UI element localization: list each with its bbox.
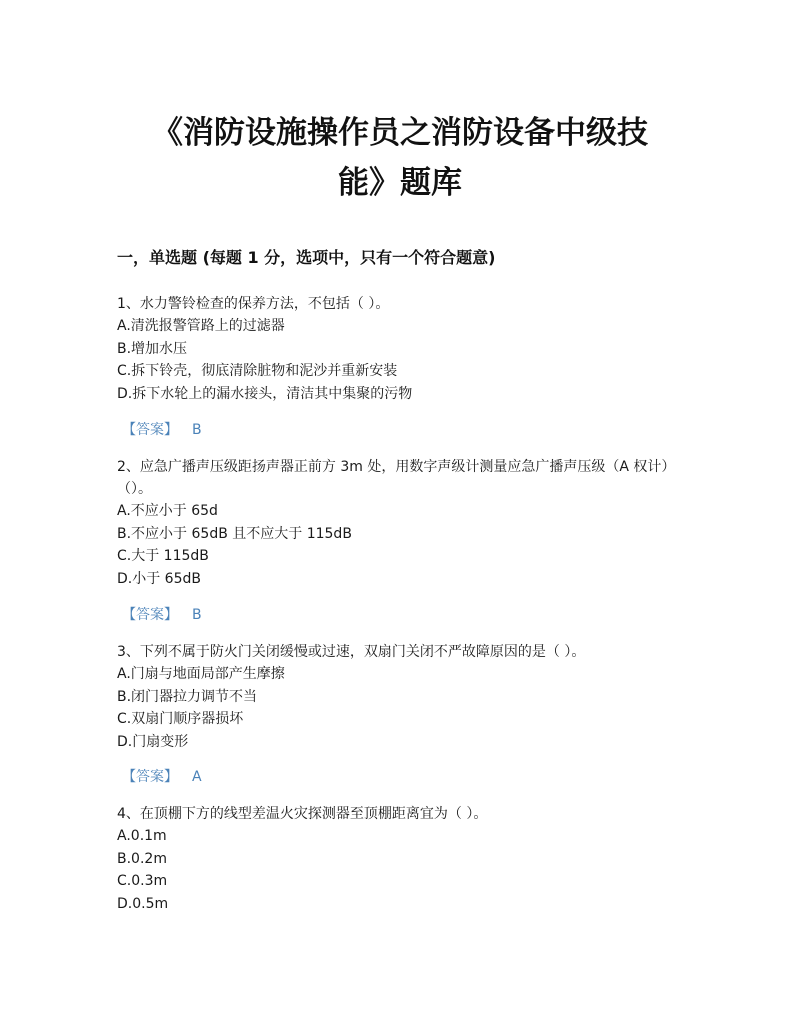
option-a: A.清洗报警管路上的过滤器 xyxy=(117,318,285,334)
document-title-line-2: 能》题库 xyxy=(338,165,462,201)
question-4 xyxy=(117,803,687,915)
question-3 xyxy=(117,641,687,753)
option-d: D.0.5m xyxy=(117,895,169,912)
question-2 xyxy=(117,456,687,590)
option-b: B.增加水压 xyxy=(117,340,188,357)
option-a: A.门扇与地面局部产生摩擦 xyxy=(117,666,285,682)
option-a: A.不应小于 65d xyxy=(117,503,218,519)
option-c: C.双扇门顺序器损坏 xyxy=(117,711,244,727)
document-title xyxy=(100,108,700,208)
answer-value: A xyxy=(192,769,202,785)
answer-1 xyxy=(117,419,202,441)
answer-label: 【答案】 xyxy=(122,422,178,438)
option-c: C.0.3m xyxy=(117,873,168,889)
answer-2 xyxy=(117,604,202,626)
option-a: A.0.1m xyxy=(117,828,167,844)
answer-label: 【答案】 xyxy=(122,769,178,785)
answer-value: B xyxy=(192,422,202,438)
answer-label: 【答案】 xyxy=(122,607,178,623)
option-d: D.小于 65dB xyxy=(117,570,201,587)
question-stem: 2、应急广播声压级距扬声器正前方 3m 处，用数字声级计测量应急广播声压级（A 权计）（）。 xyxy=(117,459,676,497)
question-1 xyxy=(117,293,687,405)
question-stem: 4、在顶棚下方的线型差温火灾探测器至顶棚距离宜为（ ）。 xyxy=(117,806,488,822)
document-title-line-1: 《消防设施操作员之消防设备中级技 xyxy=(152,115,648,151)
option-b: B.闭门器拉力调节不当 xyxy=(117,688,258,705)
answer-3 xyxy=(117,766,202,788)
question-stem: 1、水力警铃检查的保养方法，不包括（ ）。 xyxy=(117,296,390,312)
option-c: C.拆下铃壳，彻底清除脏物和泥沙并重新安装 xyxy=(117,363,398,379)
option-b: B.0.2m xyxy=(117,850,167,867)
answer-value: B xyxy=(192,607,202,623)
option-c: C.大于 115dB xyxy=(117,548,209,564)
option-d: D.门扇变形 xyxy=(117,733,189,750)
section-heading: 一，单选题 (每题 1 分，选项中，只有一个符合题意) xyxy=(117,248,496,267)
option-d: D.拆下水轮上的漏水接头，清洁其中集聚的污物 xyxy=(117,385,413,402)
option-b: B.不应小于 65dB 且不应大于 115dB xyxy=(117,525,352,542)
question-stem: 3、下列不属于防火门关闭缓慢或过速，双扇门关闭不严故障原因的是（ ）。 xyxy=(117,644,586,660)
